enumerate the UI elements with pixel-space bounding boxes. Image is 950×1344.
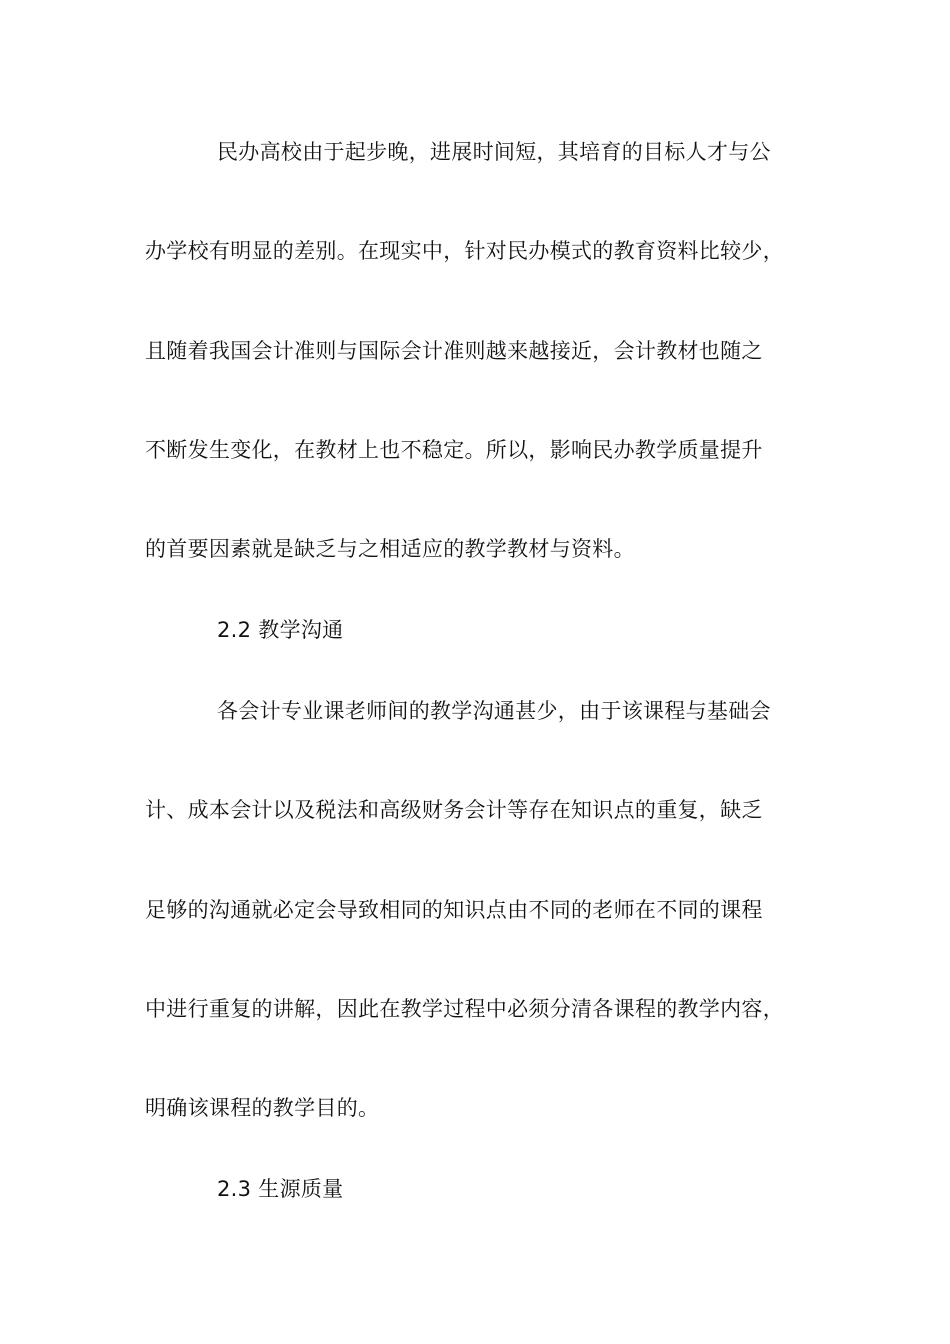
paragraph-2-line-5: 明确该课程的教学目的。 (145, 1096, 380, 1120)
paragraph-2-line-2: 计、成本会计以及税法和高级财务会计等存在知识点的重复，缺乏 (145, 798, 763, 822)
paragraph-2-line-4: 中进行重复的讲解，因此在教学过程中必须分清各课程的教学内容， (145, 997, 784, 1021)
paragraph-2-line-3: 足够的沟通就必定会导致相同的知识点由不同的老师在不同的课程 (145, 898, 763, 922)
paragraph-2-line-1: 各会计专业课老师间的教学沟通甚少，由于该课程与基础会 (217, 699, 771, 723)
paragraph-1-line-5: 的首要因素就是缺乏与之相适应的教学教材与资料。 (145, 537, 635, 561)
paragraph-1-line-4: 不断发生变化，在教材上也不稳定。所以，影响民办教学质量提升 (145, 438, 763, 462)
paragraph-1-line-2: 办学校有明显的差别。在现实中，针对民办模式的教育资料比较少， (145, 239, 784, 263)
section-heading-2-2: 2.2 教学沟通 (217, 618, 344, 642)
paragraph-1-line-3: 且随着我国会计准则与国际会计准则越来越接近，会计教材也随之 (145, 339, 763, 363)
paragraph-1-line-1: 民办高校由于起步晚，进展时间短，其培育的目标人才与公 (217, 140, 771, 164)
section-heading-2-3: 2.3 生源质量 (217, 1177, 344, 1201)
